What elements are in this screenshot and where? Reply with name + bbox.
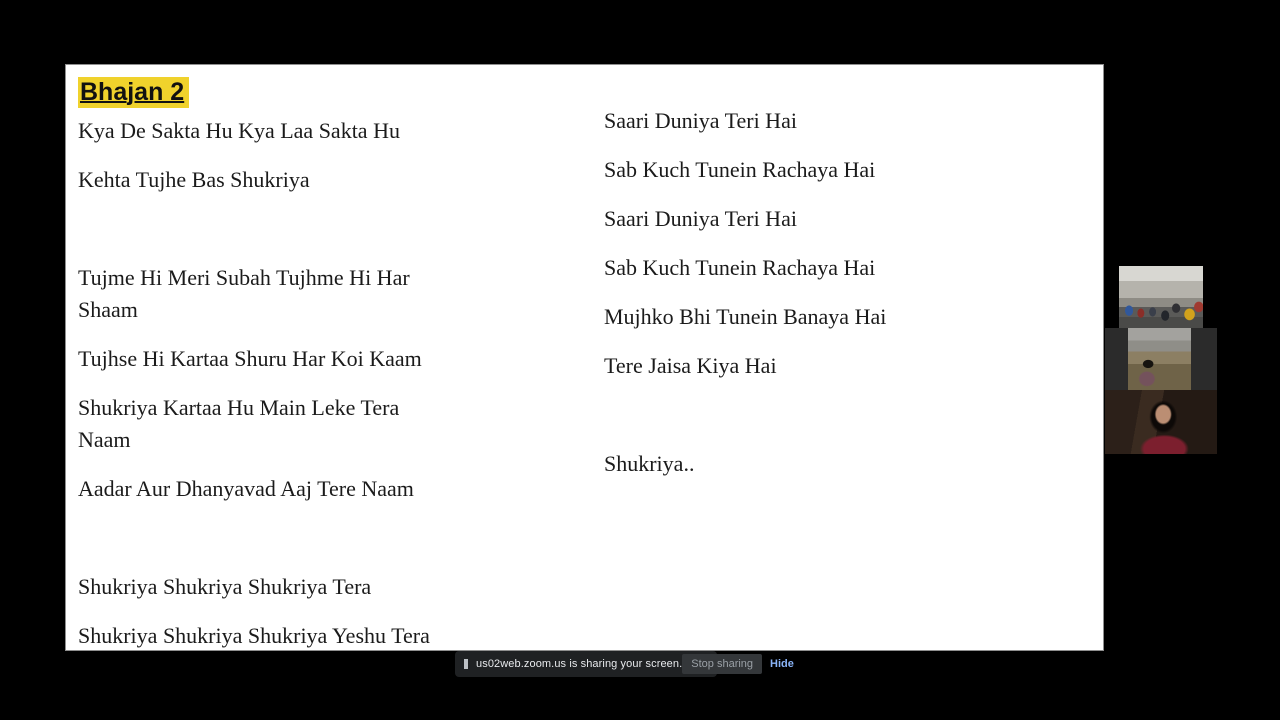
lyric-line: Saari Duniya Teri Hai <box>604 108 797 133</box>
participant-video-group-room[interactable] <box>1105 266 1217 328</box>
share-message: us02web.zoom.us is sharing your screen. <box>476 658 683 670</box>
lyric-line <box>604 399 1074 431</box>
lyric-paragraph <box>78 213 538 245</box>
lyric-line: Aadar Aur Dhanyavad Aaj Tere Naam <box>78 476 414 501</box>
lyric-paragraph <box>78 115 538 147</box>
lyric-line: Tujhse Hi Kartaa Shuru Har Koi Kaam <box>78 346 422 371</box>
video-thumbnail-room <box>1119 266 1203 328</box>
highlighted-title-text: Bhajan 2 <box>78 77 189 108</box>
lyric-line: Shukriya Kartaa Hu Main Leke Tera <box>78 395 400 420</box>
lyric-line: Mujhko Bhi Tunein Banaya Hai <box>604 304 887 329</box>
lyric-paragraph <box>604 154 1074 186</box>
lyrics-column-left <box>78 77 538 650</box>
participant-filmstrip <box>1105 266 1217 454</box>
lyric-line: Shaam <box>78 297 138 322</box>
lyric-paragraph <box>78 473 538 505</box>
lyric-paragraph <box>78 522 538 554</box>
hide-button[interactable]: Hide <box>762 654 797 674</box>
lyric-line: Kya De Sakta Hu Kya Laa Sakta Hu <box>78 118 400 143</box>
lyric-paragraph <box>604 105 1074 137</box>
screen-share-infobar <box>455 651 794 677</box>
shared-document <box>66 65 1103 650</box>
lyric-paragraph <box>78 620 538 650</box>
lyric-line: Kehta Tujhe Bas Shukriya <box>78 167 310 192</box>
lyric-line: Shukriya Shukriya Shukriya Yeshu Tera <box>78 623 430 648</box>
document-title <box>78 77 538 107</box>
stop-sharing-button[interactable]: Stop sharing <box>682 654 762 674</box>
lyric-paragraph <box>604 399 1074 431</box>
lyric-paragraph <box>78 571 538 603</box>
lyric-paragraph <box>78 343 538 375</box>
lyric-paragraph <box>78 262 538 326</box>
lyric-line <box>78 213 538 245</box>
lyric-paragraph <box>604 350 1074 382</box>
lyric-paragraph <box>604 301 1074 333</box>
lyric-line: Saari Duniya Teri Hai <box>604 206 797 231</box>
lyric-paragraph <box>604 448 1074 480</box>
pause-icon <box>464 659 468 669</box>
video-thumbnail-woman <box>1105 390 1217 454</box>
video-thumbnail-mountains <box>1128 328 1191 390</box>
lyric-paragraph <box>604 252 1074 284</box>
lyrics-right-lines <box>604 105 1074 480</box>
lyric-line: Shukriya Shukriya Shukriya Tera <box>78 574 372 599</box>
lyrics-left-lines <box>78 115 538 650</box>
lyric-line: Sab Kuch Tunein Rachaya Hai <box>604 157 876 182</box>
lyric-line: Tujme Hi Meri Subah Tujhme Hi Har <box>78 265 410 290</box>
lyric-line: Shukriya.. <box>604 451 695 476</box>
lyric-paragraph <box>604 203 1074 235</box>
lyric-line: Tere Jaisa Kiya Hai <box>604 353 777 378</box>
participant-video-speaker[interactable] <box>1105 390 1217 454</box>
lyric-line: Sab Kuch Tunein Rachaya Hai <box>604 255 876 280</box>
lyric-paragraph <box>78 392 538 456</box>
lyrics-column-right <box>604 65 1074 497</box>
lyric-line <box>78 522 538 554</box>
lyric-line: Naam <box>78 427 131 452</box>
participant-video-outdoor[interactable] <box>1105 328 1217 390</box>
lyric-paragraph <box>78 164 538 196</box>
